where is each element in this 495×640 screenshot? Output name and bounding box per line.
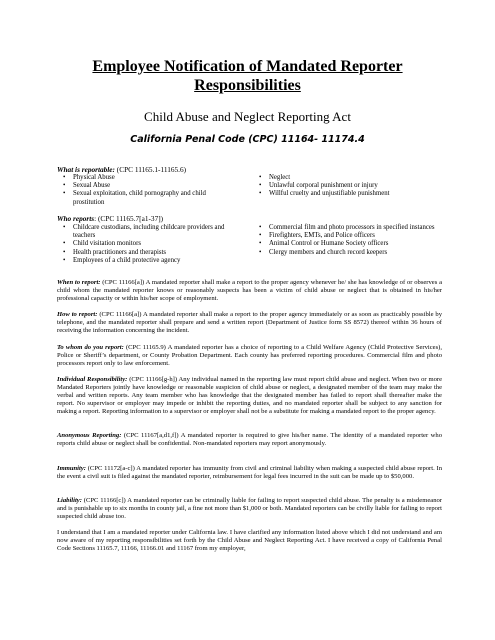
act-subtitle: Child Abuse and Neglect Reporting Act [144, 109, 351, 124]
to-whom-paragraph [57, 344, 442, 368]
paragraph-text: (CPC 11172[a-c]) A mandated reporter has immunity from civil and criminal liability when making a suspected child abuse report. In the event a civil suit is filed against the mandated reporter, reimbursement for legal fees incurred in the suit can be made up to $50,000. [57, 465, 442, 481]
paragraph-text: (CPC 11166[c]) A mandated reporter can be criminally liable for failing to report suspected child abuse. The penalty is a misdemeanor and is punishable up to six months in county jail, a fine not more than $1,000 or both. Mandated reporters can be civilly liable for failing to report suspected child abuse too. [57, 497, 442, 521]
paragraph-label: How to report: [57, 311, 98, 318]
paragraph-text: (CPC 11166[a]) A mandated reporter shall make a report to the proper agency whenever he/ she has knowledge of or observes a child whom the mandated reporter knows or reasonably suspects has been a victim of child abuse or neglect that is obtained in his/her professional capacity or within his/her scope of employment. [57, 279, 443, 303]
list-item: • Clergy members and church record keepers [258, 249, 448, 257]
reportable-label: What is reportable: [57, 165, 115, 174]
list-item: • Sexual exploitation, child pornography and child prostitution [62, 190, 215, 206]
reportable-ref: (CPC 11165.1-11165.6) [114, 165, 187, 174]
list-item: • Employees of a child protective agency [62, 257, 242, 265]
list-item: • Sexual Abuse [62, 182, 242, 190]
paragraph-label: When to report: [57, 279, 101, 286]
paragraph-text: I understand that I am a mandated reporter under California law. I have clarified any information listed above which I did not understand and am now aware of my reporting responsibilities set forth by the Child Abuse and Neglect Reporting Act. I have received a copy of California Penal Code Sections 11165.7, 11166, 11166.01 and 11167 from my employer, [57, 529, 442, 553]
paragraph-label: Immunity: [57, 465, 86, 472]
paragraph-label: Individual Responsibility: [57, 376, 128, 383]
acknowledgement-paragraph [57, 529, 442, 553]
list-item: • Neglect [258, 174, 458, 182]
paragraph-text: (CPC 11165.9) A mandated reporter has a choice of reporting to a Child Welfare Agency (Child Protective Services), Police or Sheriff’s department, or County Probation Department. Each county has preferred reporting procedures. Commercial film and photo processors report only to law enforcement. [57, 344, 443, 368]
list-item: • Firefighters, EMTs, and Police officers [258, 232, 448, 240]
anonymous-reporting-paragraph [57, 432, 442, 448]
paragraph-label: Liability: [57, 497, 82, 504]
penal-code-reference: California Penal Code (CPC) 11164- 11174.4 [130, 134, 365, 145]
paragraph-label: Anonymous Reporting: [57, 432, 122, 439]
reporters-list-right [258, 224, 448, 257]
list-item: • Health practitioners and therapists [62, 249, 242, 257]
list-item: • Child visitation monitors [62, 240, 242, 248]
how-to-report-paragraph [57, 311, 442, 335]
liability-paragraph [57, 497, 442, 521]
reporters-ref: : (CPC 11165.7[a1-37]) [94, 214, 164, 223]
reportable-list-right [258, 174, 458, 199]
reporters-label: Who reports [57, 214, 95, 223]
list-item: • Unlawful corporal punishment or injury [258, 182, 458, 190]
reportable-list-left [62, 174, 242, 207]
document-title [40, 57, 455, 95]
reporters-list-left [62, 224, 242, 265]
reportable-heading [57, 165, 186, 174]
reporters-heading [57, 214, 163, 223]
paragraph-text: (CPC 11166[a]) A mandated reporter shall make a report to the proper agency immediately or as soon as practicably possible by telephone, and the mandated reporter shall prepare and send a written report (Department of Justice form SS 8572) thereof within 36 hours of receiving the information concerning the incident. [57, 311, 443, 335]
immunity-paragraph [57, 465, 442, 481]
list-item: • Commercial film and photo processors in specified instances [258, 224, 445, 232]
list-item: • Physical Abuse [62, 174, 242, 182]
title-line-1: Employee Notification of Mandated Reporter [92, 58, 403, 75]
list-item: • Willful cruelty and unjustifiable punishment [258, 190, 458, 198]
paragraph-label: To whom do you report: [57, 344, 124, 351]
list-item: • Animal Control or Humane Society officers [258, 240, 448, 248]
list-item: • Childcare custodians, including childcare providers and teachers [62, 224, 231, 240]
paragraph-text: (CPC 11167[a,d1,f]) A mandated reporter is required to give his/her name. The identity of a mandated reporter who reports child abuse or neglect shall be confidential. Non-mandated reporters may report anonymously. [57, 432, 442, 448]
title-line-2: Responsibilities [194, 77, 301, 94]
individual-responsibility-paragraph [57, 376, 442, 416]
when-to-report-paragraph [57, 279, 442, 303]
paragraph-text: (CPC 11166[g-h]) Any individual named in the reporting law must report child abuse and neglect. When two or more Mandated Reporters jointly have knowledge or reasonable suspicion of child abuse or neglect, a designated member of the team may make the verbal and written reports. Any team member who has knowledge that the designated member has failed to report shall thereafter make the report. No supervisor or employer may impede or inhibit the reporting duties, and no mandated reporter shall be subject to any sanction for making a report. Reporting information to a supervisor or employer shall not be a substitute for making a mandated report to the proper agency. [57, 376, 442, 416]
